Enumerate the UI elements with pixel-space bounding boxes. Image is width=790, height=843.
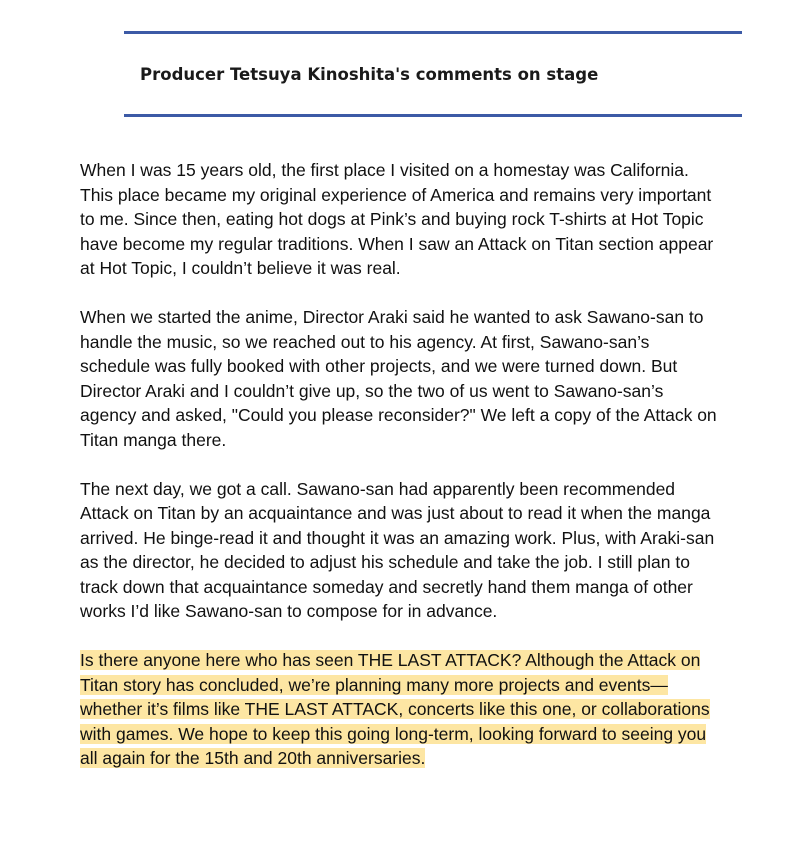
paragraph-homestay: When I was 15 years old, the first place I visited on a homestay was California. This place became my original experience of America and remains very important to me. Since then, eating hot dogs at Pink’s and buying rock T-shirts at Hot Topic have become my regular traditions. When I saw an Attack on Titan section appear at Hot Topic, I couldn’t believe it was real. (80, 160, 714, 278)
highlighted-text: Is there anyone here who has seen THE LAST ATTACK? Although the Attack on Titan story has concluded, we’re planning many more projects and events—whether it’s films like THE LAST ATTACK, concerts like this one, or collaborations with games. We hope to keep this going long-term, looking forward to seeing you all again for the 15th and 20th anniversaries. (80, 650, 710, 768)
section-heading: Producer Tetsuya Kinoshita's comments on stage (140, 65, 599, 84)
paragraph-highlighted-future (80, 648, 720, 771)
comments-heading-box (124, 31, 742, 117)
paragraph-anime-music: When we started the anime, Director Araki said he wanted to ask Sawano-san to handle the music, so we reached out to his agency. At first, Sawano-san’s schedule was fully booked with other projects, and we were turned down. But Director Araki and I couldn’t give up, so the two of us went to Sawano-san’s agency and asked, "Could you please reconsider?" We left a copy of the Attack on Titan manga there. (80, 307, 717, 450)
comments-body (80, 158, 720, 771)
paragraph-next-day-call: The next day, we got a call. Sawano-san had apparently been recommended Attack on Titan by an acquaintance and was just about to read it when the manga arrived. He binge-read it and thought it was an amazing work. Plus, with Araki-san as the director, he decided to adjust his schedule and take the job. I still plan to track down that acquaintance someday and secretly hand them manga of other works I’d like Sawano-san to compose for in advance. (80, 478, 715, 621)
